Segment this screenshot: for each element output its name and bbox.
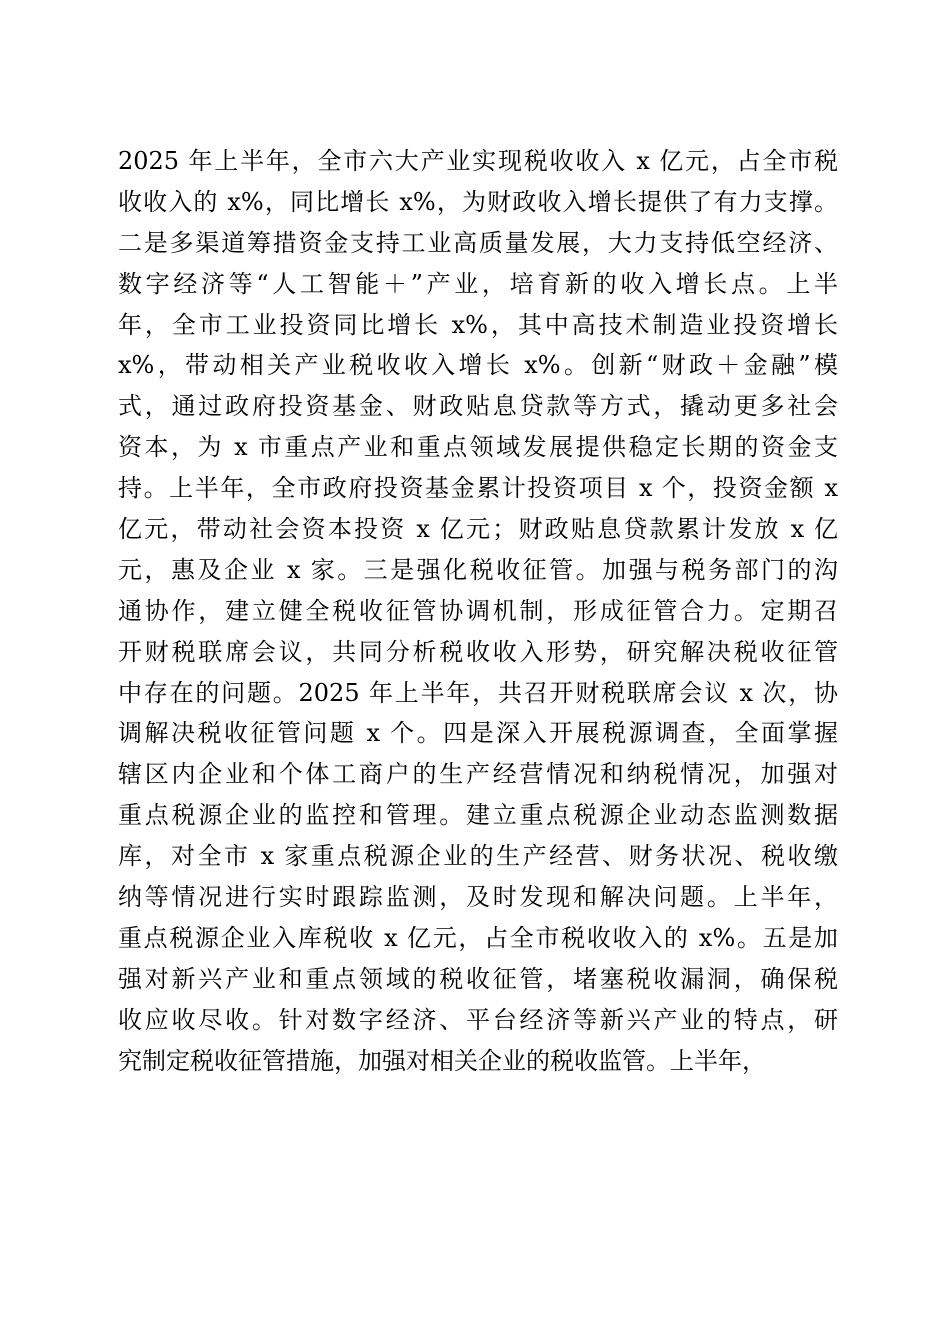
text-line: 辖区内企业和个体工商户的生产经营情况和纳税情况，加强对 xyxy=(118,760,838,789)
text-line: 中存在的问题。2025 年上半年，共召开财税联席会议 x 次，协 xyxy=(118,678,838,707)
text-line: 调解决税收征管问题 x 个。四是深入开展税源调查，全面掌握 xyxy=(118,719,838,748)
text-line: 数字经济等“人工智能＋”产业，培育新的收入增长点。上半 xyxy=(118,269,838,298)
text-line: 重点税源企业的监控和管理。建立重点税源企业动态监测数据 xyxy=(118,801,838,830)
text-line: 通协作，建立健全税收征管协调机制，形成征管合力。定期召 xyxy=(118,596,838,625)
text-line: 收收入的 x%，同比增长 x%，为财政收入增长提供了有力支撑。 xyxy=(118,187,838,216)
text-line: 2025 年上半年，全市六大产业实现税收收入 x 亿元，占全市税 xyxy=(118,147,838,175)
text-line: 持。上半年，全市政府投资基金累计投资项目 x 个，投资金额 x xyxy=(118,474,838,503)
text-line: 纳等情况进行实时跟踪监测，及时发现和解决问题。上半年， xyxy=(118,883,838,912)
text-line: x%，带动相关产业税收收入增长 x%。创新“财政＋金融”模 xyxy=(118,351,838,380)
text-line: 强对新兴产业和重点领域的税收征管，堵塞税收漏洞，确保税 xyxy=(118,964,838,993)
body-paragraph xyxy=(118,141,838,1081)
text-line: 式，通过政府投资基金、财政贴息贷款等方式，撬动更多社会 xyxy=(118,392,838,421)
text-line: 收应收尽收。针对数字经济、平台经济等新兴产业的特点，研 xyxy=(118,1005,838,1034)
text-line: 库，对全市 x 家重点税源企业的生产经营、财务状况、税收缴 xyxy=(118,842,838,871)
text-line: 究制定税收征管措施，加强对相关企业的税收监管。上半年， xyxy=(118,1046,766,1075)
text-line: 开财税联席会议，共同分析税收收入形势，研究解决税收征管 xyxy=(118,637,838,666)
text-line: 年，全市工业投资同比增长 x%，其中高技术制造业投资增长 xyxy=(118,310,838,339)
text-line: 资本，为 x 市重点产业和重点领域发展提供稳定长期的资金支 xyxy=(118,433,838,462)
text-line: 元，惠及企业 x 家。三是强化税收征管。加强与税务部门的沟 xyxy=(118,555,838,584)
text-line: 亿元，带动社会资本投资 x 亿元；财政贴息贷款累计发放 x 亿 xyxy=(118,515,838,544)
text-line: 重点税源企业入库税收 x 亿元，占全市税收收入的 x%。五是加 xyxy=(118,923,838,952)
text-line: 二是多渠道筹措资金支持工业高质量发展，大力支持低空经济、 xyxy=(118,228,838,257)
